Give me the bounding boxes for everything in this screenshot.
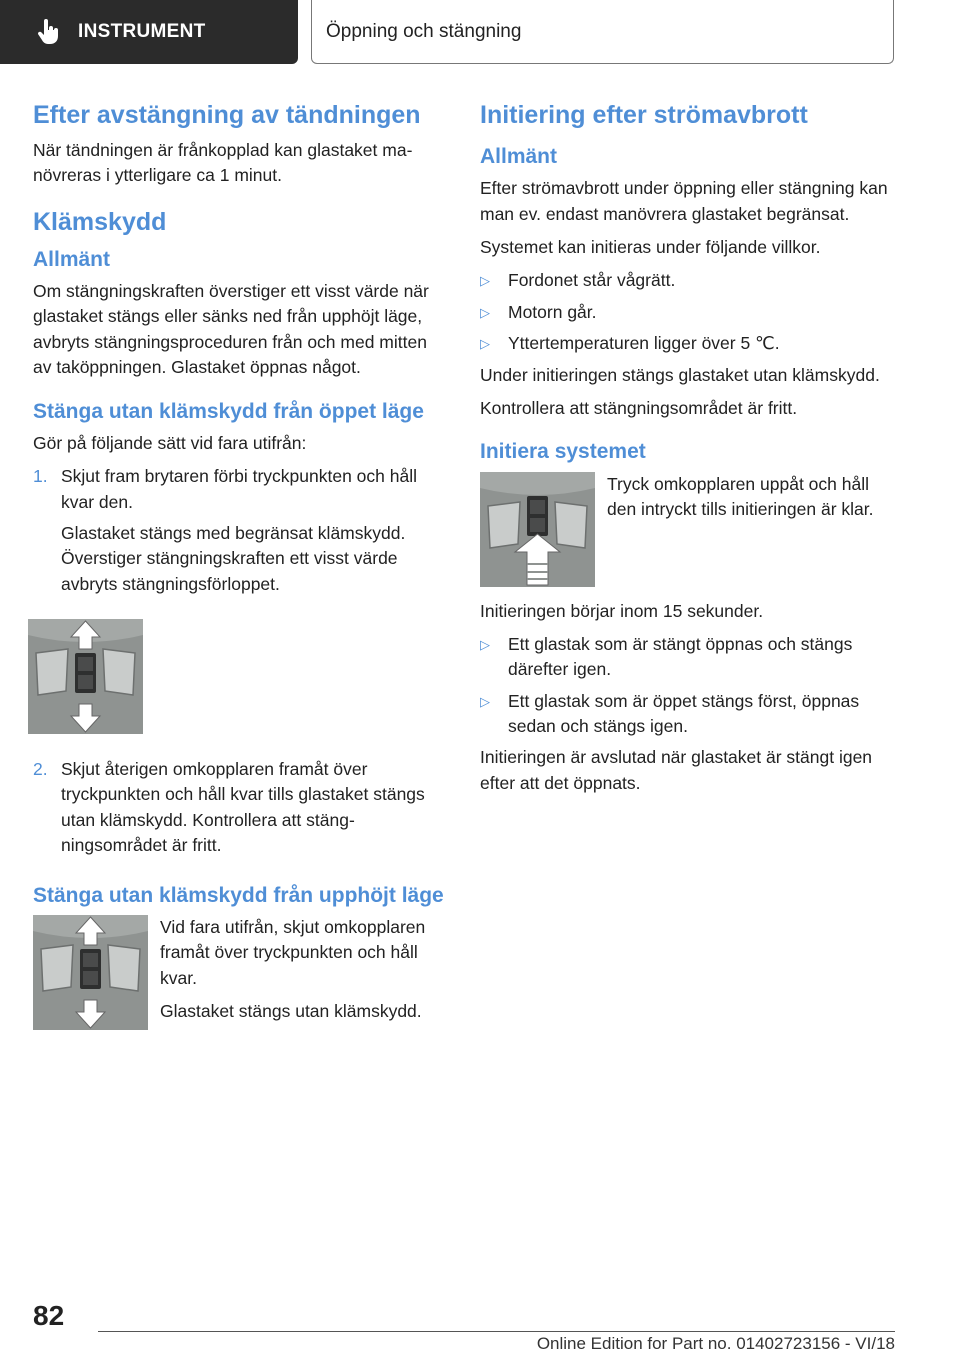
list-item-text: Yttertemperaturen ligger över 5 ℃. [508, 333, 780, 354]
heading-after-ignition-off: Efter avstängning av tändningen [33, 101, 421, 129]
paragraph: Under initieringen stängs glastaket utan klämskydd. [480, 364, 880, 385]
numbered-step-2 [33, 757, 447, 865]
paragraph: Glastaket stängs utan klämskydd. [160, 1000, 422, 1021]
roof-switch-up-down-illustration [28, 619, 143, 734]
triangle-bullet-icon: ▷ [480, 273, 490, 289]
paragraph: Vid fara utifrån, skjut omkopplaren framåt över tryckpunkten och håll kvar. [160, 916, 426, 988]
heading-initialization: Initiering efter strömavbrott [480, 101, 808, 129]
left-column [33, 100, 447, 1032]
step-number: 1. [33, 466, 48, 487]
heading-pinch-protection: Klämskydd [33, 207, 167, 236]
page-header [0, 0, 960, 66]
paragraph: Kontrollera att stängningsområdet är fritt. [480, 397, 798, 418]
list-item [480, 268, 896, 293]
list-item [480, 689, 896, 740]
step-text: Skjut fram brytaren förbi tryckpunkten och håll kvar den. [61, 466, 417, 512]
step-text: Glastaket stängs med begränsat klämskydd. Överstiger stängningskraften ett visst värde avbryts stängningsförloppet. [61, 522, 406, 594]
list-item-text: Fordonet står vågrätt. [508, 270, 676, 291]
step-text: Skjut återigen omkopplaren framåt över tryckpunkten och håll kvar tills glastaket stängs utan klämskydd. Kontrollera att stängningsområdet är fritt. [61, 759, 425, 856]
list-item [480, 331, 896, 356]
roof-switch-press-up-illustration [480, 472, 595, 587]
paragraph: Gör på följande sätt vid fara utifrån: [33, 432, 307, 453]
tab-label: INSTRUMENT [78, 21, 206, 42]
page-number: 82 [33, 1300, 65, 1331]
triangle-bullet-icon: ▷ [480, 693, 490, 709]
hand-pointer-icon [34, 18, 62, 46]
list-item-text: Motorn går. [508, 301, 597, 322]
list-item [480, 300, 896, 325]
footer-divider [98, 1331, 895, 1332]
list-item [480, 632, 896, 683]
triangle-bullet-icon: ▷ [480, 336, 490, 352]
list-item-text: Ett glastak som är stängt öppnas och stängs därefter igen. [508, 633, 853, 680]
paragraph: Tryck omkopplaren uppåt och håll den intryckt tills initieringen är klar. [607, 473, 874, 519]
paragraph: Om stängningskraften överstiger ett visst värde när glastaket stängs eller sänks ned från upphöjt läge, avbryts stängningsproceduren från och med mitten av taköppningen. Glastaket öppnas något. [33, 281, 429, 378]
paragraph: När tändningen är frånkopplad kan glastaket manövreras i ytterligare ca 1 minut. [33, 140, 413, 186]
step-number: 2. [33, 759, 48, 779]
heading-close-from-raised: Stänga utan klämskydd från upphöjt läge [33, 883, 444, 907]
section-tab[interactable] [0, 0, 298, 64]
heading-initialize-system: Initiera systemet [480, 440, 646, 464]
heading-general: Allmänt [480, 145, 558, 168]
right-column [480, 100, 896, 804]
roof-switch-up-down-illustration [33, 915, 148, 1030]
numbered-step-1 [33, 464, 447, 603]
paragraph: Efter strömavbrott under öppning eller stängning kan man ev. endast manövrera glastaket begränsat. [480, 178, 888, 224]
list-item-text: Ett glastak som är öppet stängs först, öppnas sedan och stängs igen. [508, 690, 860, 736]
edition-note: Online Edition for Part no. 01402723156 - VI/18 [536, 1334, 895, 1353]
paragraph: Initieringen börjar inom 15 sekunder. [480, 600, 764, 621]
triangle-bullet-icon: ▷ [480, 636, 490, 652]
section-title: Öppning och stängning [311, 0, 894, 64]
heading-close-from-open: Stänga utan klämskydd från öppet läge [33, 399, 424, 423]
heading-general: Allmänt [33, 247, 111, 271]
paragraph: Systemet kan initieras under följande villkor. [480, 237, 821, 257]
triangle-bullet-icon: ▷ [480, 304, 490, 320]
paragraph: Initieringen är avslutad när glastaket är stängt igen efter att det öppnats. [480, 747, 873, 793]
